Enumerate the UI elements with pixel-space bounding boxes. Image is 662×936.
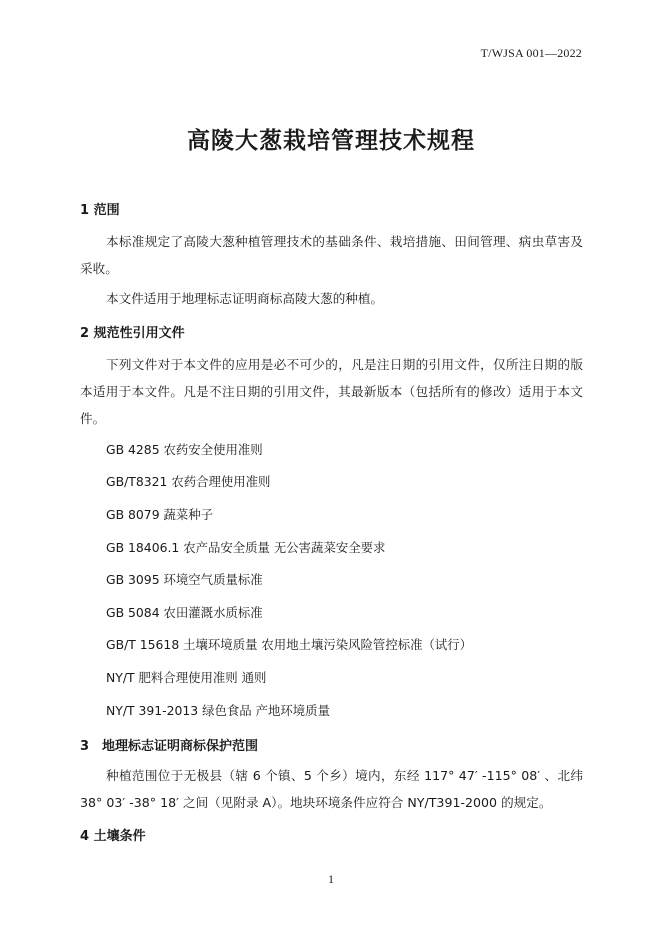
protection-scope-paragraph: 种植范围位于无极县（辖 6 个镇、5 个乡）境内，东经 117° 47′ -115° 08′ 、北纬 38° 03′ -38° 18′ 之间（见附录 A）。地块环境条件应符合 NY/T391-2000 的规定。	[80, 768, 583, 810]
section-heading-normative-references: 2 规范性引用文件	[80, 326, 185, 341]
page-number: 1	[328, 872, 334, 886]
document-title: 高陵大葱栽培管理技术规程	[187, 127, 475, 154]
section-heading-soil-conditions: 4 土壤条件	[80, 829, 146, 844]
section-heading-protection-scope: 3 地理标志证明商标保护范围	[80, 739, 259, 754]
reference-item: GB 18406.1 农产品安全质量 无公害蔬菜安全要求	[106, 540, 386, 555]
reference-item: GB 3095 环境空气质量标准	[106, 572, 263, 587]
section-heading-scope: 1 范围	[80, 203, 120, 218]
reference-item: GB/T 15618 土壤环境质量 农用地土壤污染风险管控标准（试行）	[106, 637, 473, 652]
reference-item: NY/T 391-2013 绿色食品 产地环境质量	[106, 703, 330, 718]
scope-paragraph-1: 本标准规定了高陵大葱种植管理技术的基础条件、栽培措施、田间管理、病虫草害及采收。	[80, 234, 583, 276]
reference-item: GB/T8321 农药合理使用准则	[106, 474, 271, 489]
scope-paragraph-2: 本文件适用于地理标志证明商标高陵大葱的种植。	[106, 291, 384, 306]
reference-item: GB 5084 农田灌溉水质标准	[106, 605, 263, 620]
reference-item: GB 4285 农药安全使用准则	[106, 442, 263, 457]
document-code: T/WJSA 001—2022	[480, 46, 582, 60]
references-intro-paragraph: 下列文件对于本文件的应用是必不可少的，凡是注日期的引用文件，仅所注日期的版本适用于本文件。凡是不注日期的引用文件，其最新版本（包括所有的修改）适用于本文件。	[80, 357, 583, 426]
reference-item: NY/T 肥料合理使用准则 通则	[106, 670, 267, 685]
reference-item: GB 8079 蔬菜种子	[106, 507, 214, 522]
